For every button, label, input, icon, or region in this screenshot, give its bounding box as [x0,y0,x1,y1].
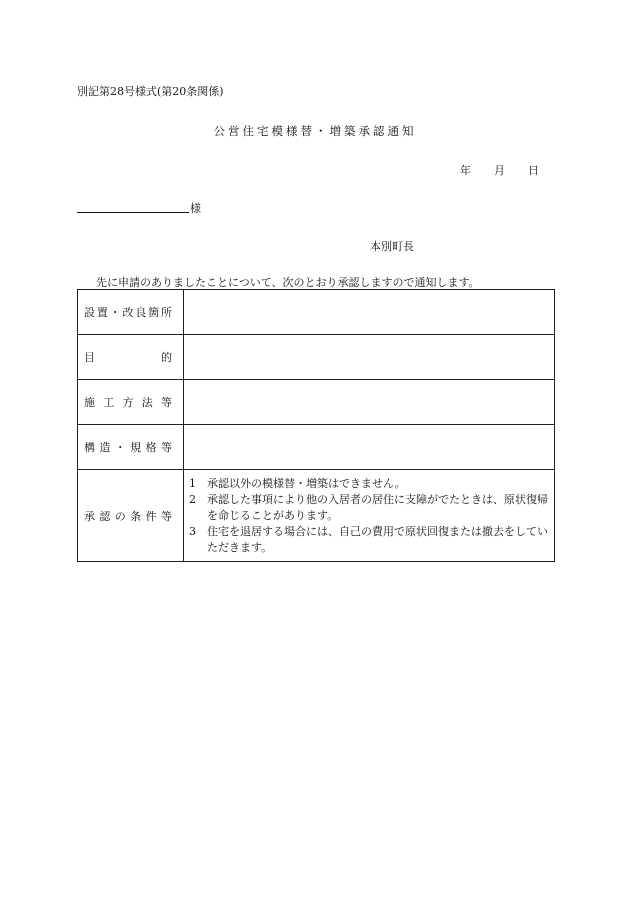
list-item [189,492,548,524]
label-char: ・ [109,306,121,319]
label-char: 構 [84,441,95,454]
condition-number: 2 [189,492,196,506]
label-char: 格 [145,441,157,454]
label-char: 法 [141,396,153,409]
date-day-label: 日 [528,164,539,177]
condition-text: 住宅を退居する場合には、自己の費用で原状回復または撤去をしていただきます。 [207,524,548,554]
label-char: ・ [114,441,126,454]
row-label-location [78,290,184,335]
label-char: 承 [84,509,95,523]
condition-number: 3 [189,524,196,538]
date-month-label: 月 [494,164,505,177]
row-value-conditions [184,470,555,562]
label-char: 的 [161,351,172,364]
label-char: 造 [99,441,111,454]
label-char: 施 [84,396,95,409]
label-char: 設 [84,306,95,319]
label-char: 改 [122,306,134,319]
label-char: 規 [130,441,142,454]
row-value-structure-spec[interactable] [184,425,555,470]
label-char: 方 [122,396,134,409]
label-char: 置 [96,306,108,319]
row-label-conditions [78,470,184,562]
row-label-construction-method [78,380,184,425]
form-reference: 別記第28号様式(第20条関係) [77,85,224,98]
label-char: 等 [161,396,172,409]
row-label-structure-spec [78,425,184,470]
table-row [78,380,555,425]
table-row [78,335,555,380]
condition-text: 承認以外の模様替・増築はできません。 [207,476,406,490]
issuer-name: 本別町長 [370,240,414,253]
label-char: 良 [135,306,147,319]
label-char: 等 [160,441,172,454]
list-item [189,524,548,556]
row-value-location[interactable] [184,290,555,335]
row-value-construction-method[interactable] [184,380,555,425]
label-char: 認 [99,509,111,523]
label-char: 件 [145,509,157,523]
condition-number: 1 [189,476,196,490]
row-value-purpose[interactable] [184,335,555,380]
conditions-list [184,476,554,556]
condition-text: 承認した事項により他の入居者の居住に支障がでたときは、原状復帰を命じることがあります。 [207,492,548,522]
approval-form-table [77,289,555,562]
addressee-blank-line [77,212,189,213]
label-char: 箇 [148,306,160,319]
label-char: 等 [160,509,172,523]
addressee [77,200,207,214]
table-row [78,290,555,335]
date-year-label: 年 [460,164,471,177]
table-row [78,425,555,470]
table-row [78,470,555,562]
label-char: 条 [130,509,142,523]
label-char: 工 [103,396,115,409]
addressee-honorific: 様 [190,202,201,215]
intro-text: 先に申請のありましたことについて、次のとおり承認しますので通知します。 [96,276,480,289]
list-item [189,476,548,492]
label-char: の [114,509,126,523]
label-char: 所 [160,306,172,319]
label-char: 目 [84,351,95,364]
row-label-purpose [78,335,184,380]
document-title: 公営住宅模様替・増築承認通知 [213,124,417,138]
